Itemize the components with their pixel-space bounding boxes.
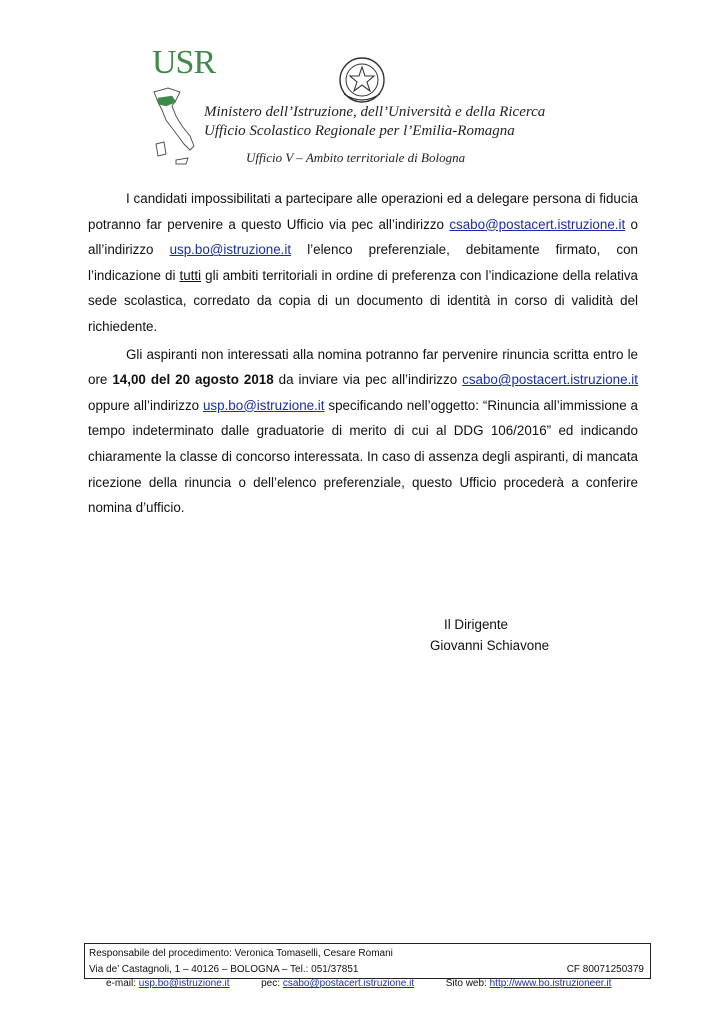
italy-map-icon bbox=[146, 84, 200, 174]
body-text: da inviare via pec all’indirizzo bbox=[273, 372, 463, 388]
footer-address: Via de’ Castagnoli, 1 – 40126 – BOLOGNA – Tel.: 051/37851 bbox=[89, 964, 359, 975]
website-link[interactable]: http://www.bo.istruzioneer.it bbox=[489, 978, 612, 989]
office-name: Ufficio Scolastico Regionale per l’Emilia-Romagna bbox=[204, 123, 515, 139]
email-label: e-mail: bbox=[106, 978, 137, 989]
footer-responsible: Responsabile del procedimento: Veronica Tomaselli, Cesare Romani bbox=[89, 948, 393, 959]
footer-contacts bbox=[106, 978, 611, 989]
body-text: gli ambiti territoriali in ordine di preferenza con l’indicazione della relativa sede scolastica, corredato da copia di un documento di identità in corso di validità del richiedente. bbox=[88, 267, 639, 334]
paragraph-renunciation bbox=[88, 342, 638, 521]
sub-office-name: Ufficio V – Ambito territoriale di Bologna bbox=[246, 150, 466, 165]
ministry-name: Ministero dell’Istruzione, dell’Università e della Ricerca bbox=[204, 104, 546, 120]
pec-link[interactable]: csabo@postacert.istruzione.it bbox=[282, 978, 415, 989]
body-text: oppure all’indirizzo bbox=[88, 397, 203, 413]
web-label: Sito web: bbox=[445, 978, 487, 989]
deadline-text: 14,00 del 20 agosto 2018 bbox=[112, 372, 274, 388]
email-link[interactable]: csabo@postacert.istruzione.it bbox=[449, 216, 626, 232]
signatory-role: Il Dirigente bbox=[444, 617, 509, 632]
letterhead bbox=[140, 44, 560, 174]
letter-body bbox=[88, 186, 638, 521]
body-text: I candidati impossibilitati a partecipare alle operazioni ed a delegare persona di fiducia potranno far pervenire a questo Ufficio via pec all’indirizzo bbox=[88, 191, 638, 232]
body-text: o all’indirizzo bbox=[88, 216, 639, 258]
email-link[interactable]: usp.bo@istruzione.it bbox=[138, 978, 230, 989]
footer-address-row bbox=[89, 962, 644, 977]
signature-block bbox=[430, 614, 549, 656]
body-text: specificando nell’oggetto: “Rinuncia all’immissione a tempo indeterminato dalle graduatorie di merito di cui al DDG 106/2016” ed indicando chiaramente la classe di concorso interessata. In caso di assenza degli aspiranti, di mancata ricezione della rinuncia o dell’elenco preferenziale, questo Ufficio procederà a conferire nomina d’ufficio. bbox=[88, 397, 639, 516]
paragraph-delegation bbox=[88, 186, 638, 340]
footer-cf: CF 80071250379 bbox=[566, 964, 644, 975]
pec-label: pec: bbox=[261, 978, 281, 989]
email-link[interactable]: csabo@postacert.istruzione.it bbox=[462, 372, 638, 388]
signatory-name: Giovanni Schiavone bbox=[430, 638, 550, 653]
emphasis-text: tutti bbox=[179, 267, 202, 283]
italian-republic-emblem-icon bbox=[336, 54, 388, 106]
footer-box bbox=[84, 943, 651, 979]
body-text: l’elenco preferenziale, debitamente firmato, con l’indicazione di bbox=[88, 242, 638, 283]
usr-logo: USR bbox=[152, 44, 216, 81]
email-link[interactable]: usp.bo@istruzione.it bbox=[169, 242, 292, 258]
body-text: Gli aspiranti non interessati alla nomina potranno far pervenire rinuncia scritta entro le ore bbox=[88, 346, 638, 388]
email-link[interactable]: usp.bo@istruzione.it bbox=[202, 397, 325, 413]
